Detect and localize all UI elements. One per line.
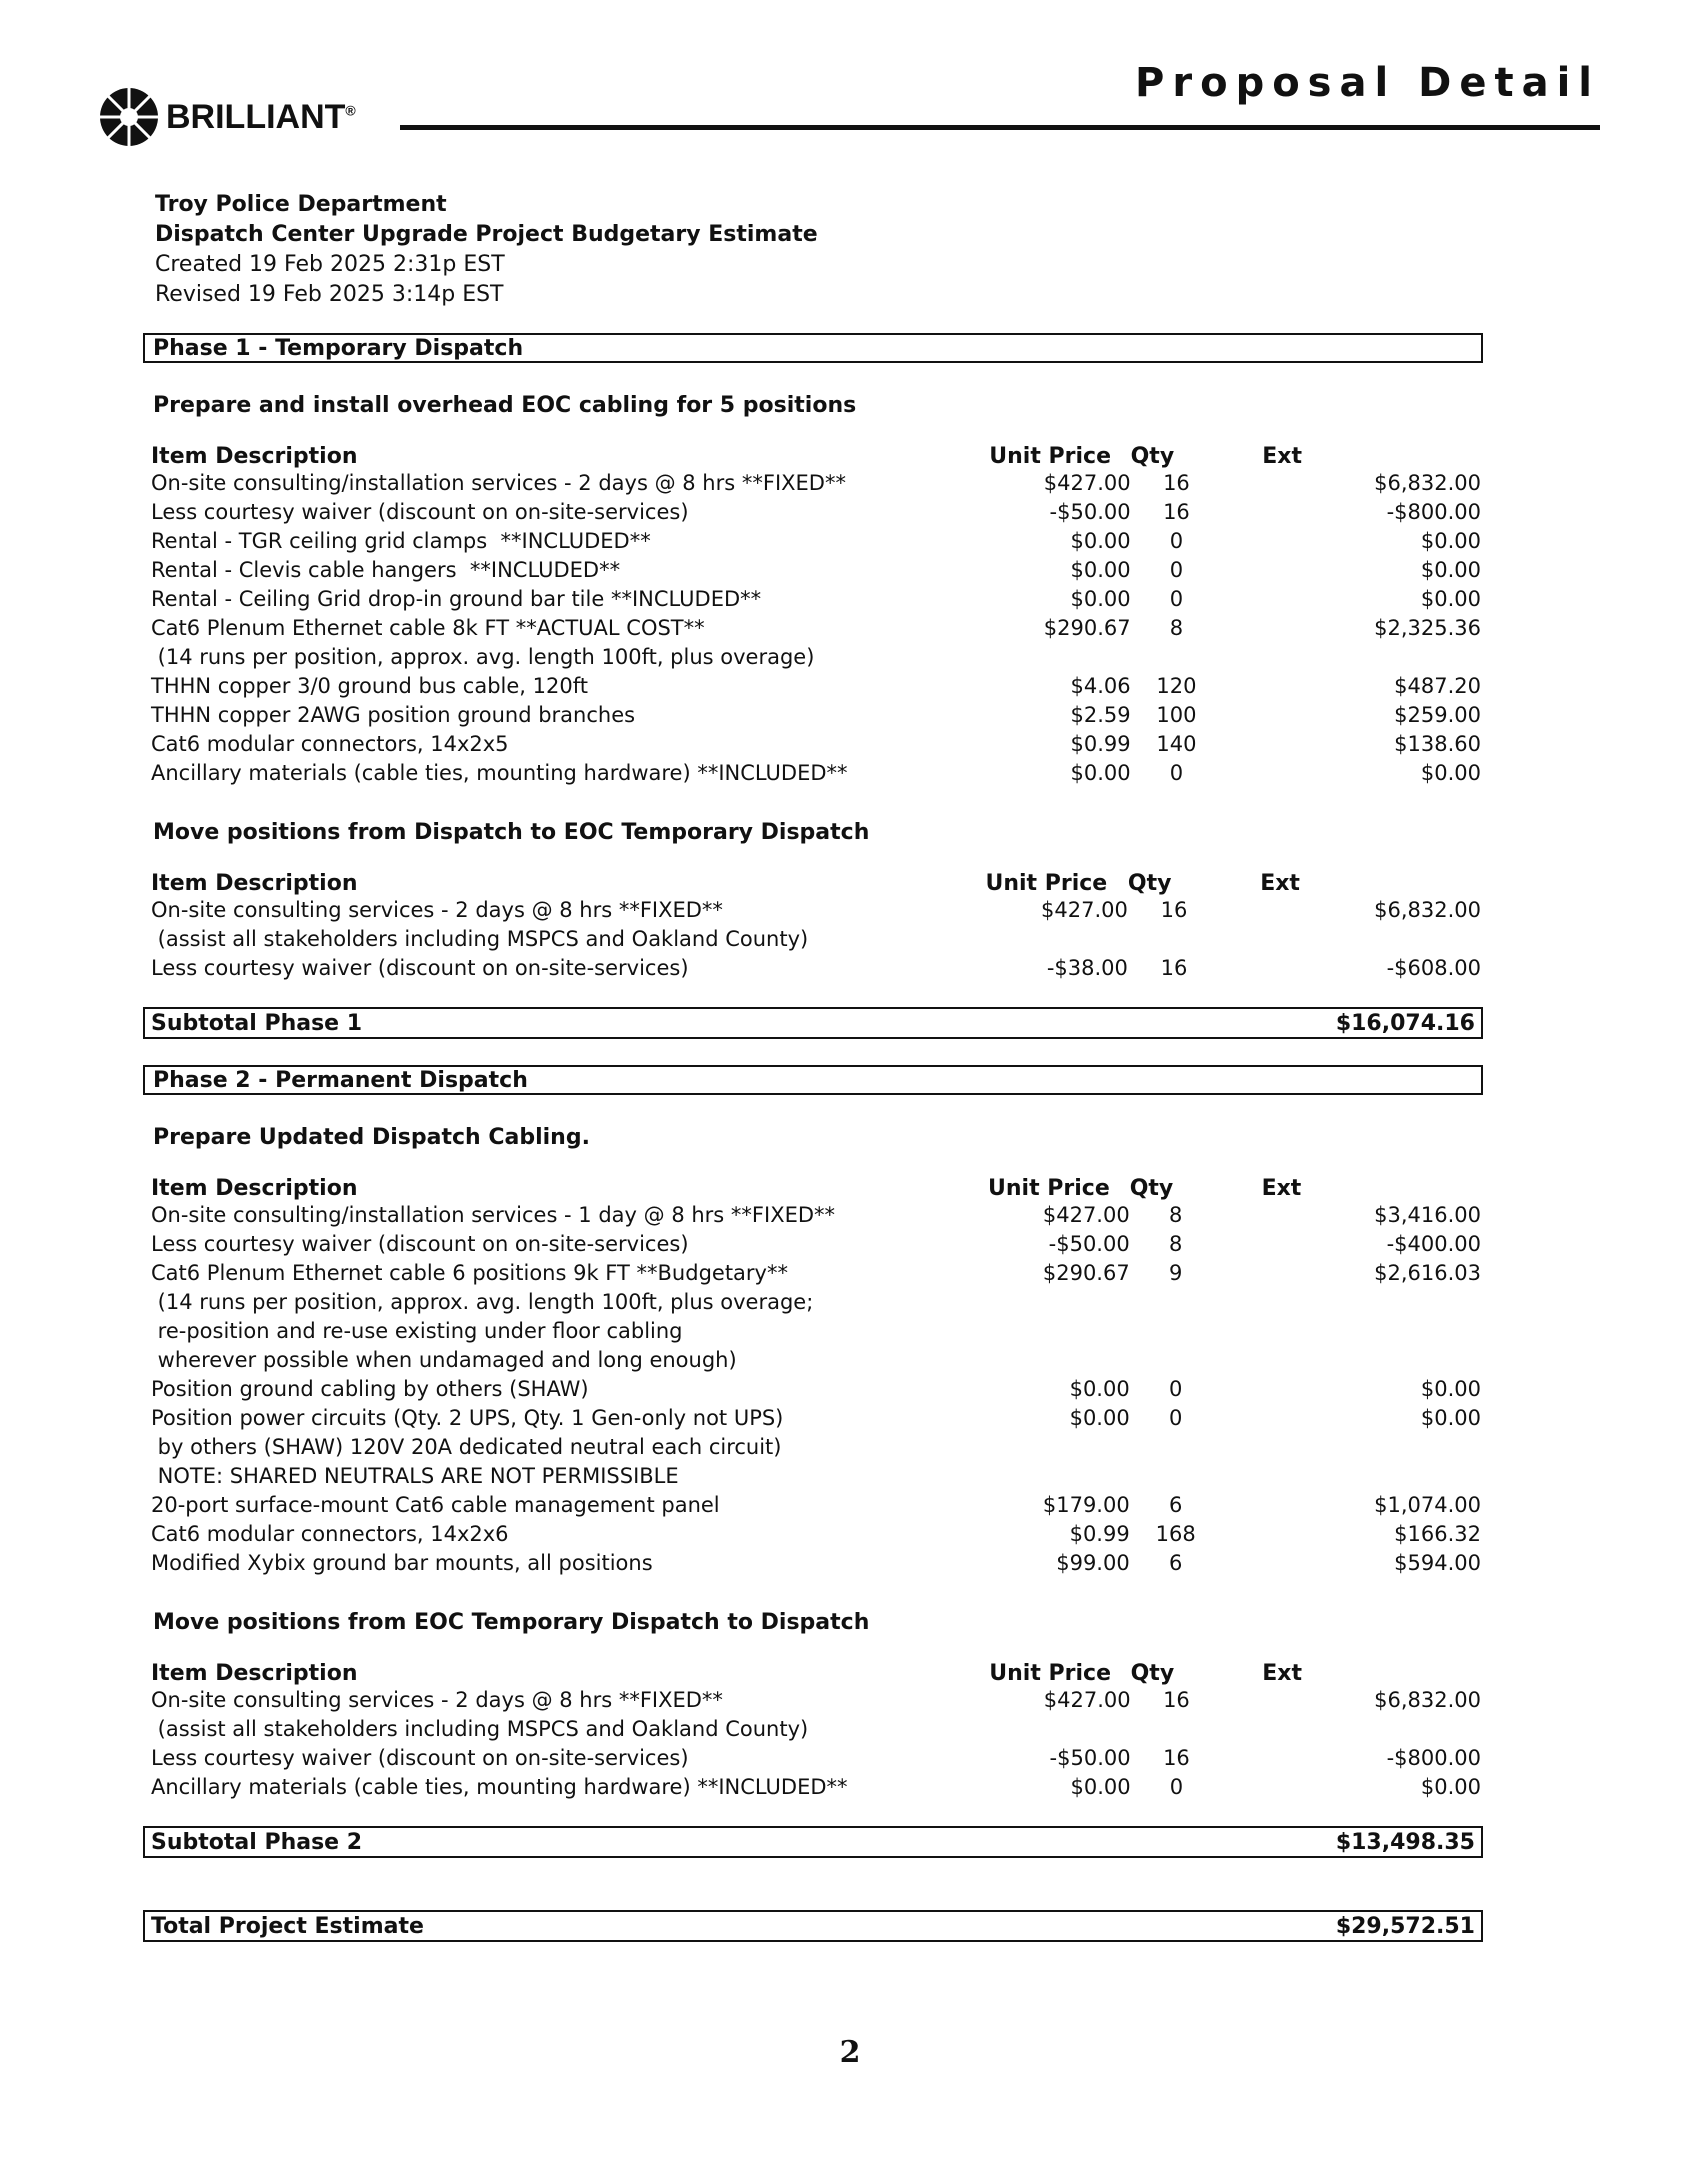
item-qty: 120 (1156, 674, 1197, 698)
item-ext (1220, 927, 1481, 956)
item-description: by others (SHAW) 120V 20A dedicated neutral each circuit) (151, 1435, 782, 1459)
item-qty: 0 (1169, 761, 1184, 785)
table-row (151, 674, 1481, 703)
table-row (151, 529, 1481, 558)
phase-1-header: Phase 1 - Temporary Dispatch (143, 333, 1483, 363)
brand-name: BRILLIANT® (166, 97, 356, 136)
phase-2-section-2-title: Move positions from EOC Temporary Dispatch to Dispatch (153, 1610, 870, 1635)
table-row (151, 1551, 1481, 1580)
item-ext: $0.00 (1420, 587, 1481, 611)
item-qty: 6 (1168, 1493, 1183, 1517)
item-ext: -$800.00 (1386, 500, 1481, 524)
item-ext: $6,832.00 (1374, 1688, 1481, 1712)
item-qty: 8 (1168, 1232, 1183, 1256)
item-ext: -$608.00 (1386, 956, 1481, 980)
client-name: Troy Police Department (155, 192, 447, 217)
item-ext: $138.60 (1394, 732, 1481, 756)
col-unit-header: Unit Price (988, 1175, 1110, 1201)
item-description: THHN copper 3/0 ground bus cable, 120ft (151, 674, 588, 698)
proposal-body (143, 333, 1483, 1942)
table-row (151, 1464, 1481, 1493)
col-qty-header: Qty (1129, 1175, 1174, 1201)
item-unit-price (960, 1464, 1130, 1493)
phase-1-subtotal (143, 1007, 1483, 1039)
item-ext: $0.00 (1420, 1377, 1481, 1401)
item-unit-price: $290.67 (1042, 1261, 1130, 1285)
table-row (151, 616, 1481, 645)
item-ext (1222, 1290, 1481, 1319)
item-unit-price: -$38.00 (1046, 956, 1128, 980)
item-unit-price (960, 1348, 1130, 1377)
item-ext: $259.00 (1394, 703, 1481, 727)
col-desc-header: Item Description (151, 870, 358, 896)
item-qty: 0 (1168, 1377, 1183, 1401)
item-ext: -$400.00 (1386, 1232, 1481, 1256)
table-row (151, 1493, 1481, 1522)
item-qty: 100 (1156, 703, 1197, 727)
item-unit-price (960, 1290, 1130, 1319)
item-qty: 8 (1168, 1203, 1183, 1227)
revised-date: Revised 19 Feb 2025 3:14p EST (155, 282, 504, 307)
item-description: Position ground cabling by others (SHAW) (151, 1377, 589, 1401)
col-qty-header: Qty (1130, 1660, 1175, 1686)
item-unit-price (961, 1717, 1130, 1746)
created-date: Created 19 Feb 2025 2:31p EST (155, 252, 505, 277)
table-row (151, 1348, 1481, 1377)
table-row (151, 1232, 1481, 1261)
table-row (151, 1746, 1481, 1775)
item-qty (1130, 1348, 1222, 1377)
phase-1-section-2-title: Move positions from Dispatch to EOC Temporary Dispatch (153, 820, 870, 845)
item-ext: $166.32 (1394, 1522, 1481, 1546)
item-ext: $0.00 (1420, 1775, 1481, 1799)
table-row (151, 898, 1481, 927)
table-row (151, 645, 1481, 674)
table-row (151, 1522, 1481, 1551)
item-unit-price: $0.00 (1069, 1406, 1130, 1430)
item-description: re-position and re-use existing under floor cabling (151, 1319, 683, 1343)
table-row (151, 732, 1481, 761)
item-qty (1130, 1319, 1222, 1348)
subtotal-value: $16,074.16 (1335, 1011, 1475, 1036)
col-qty-header: Qty (1130, 443, 1175, 469)
item-qty: 16 (1163, 471, 1190, 495)
item-qty: 9 (1168, 1261, 1183, 1285)
item-unit-price: $427.00 (1043, 1688, 1131, 1712)
item-unit-price: $4.06 (1070, 674, 1131, 698)
table-row (151, 1290, 1481, 1319)
item-qty: 6 (1168, 1551, 1183, 1575)
item-qty: 140 (1156, 732, 1197, 756)
item-description: (assist all stakeholders including MSPCS and Oakland County) (151, 1717, 809, 1741)
item-description: Rental - Clevis cable hangers **INCLUDED** (151, 558, 621, 582)
item-description: On-site consulting/installation services - 1 day @ 8 hrs **FIXED** (151, 1203, 836, 1227)
total-label: Total Project Estimate (151, 1914, 424, 1939)
item-description: (assist all stakeholders including MSPCS and Oakland County) (151, 927, 809, 951)
col-ext-header: Ext (1261, 1175, 1302, 1201)
item-unit-price: $0.00 (1070, 761, 1131, 785)
item-description: (14 runs per position, approx. avg. length 100ft, plus overage; (151, 1290, 814, 1314)
item-qty: 16 (1160, 898, 1188, 922)
item-description: THHN copper 2AWG position ground branches (151, 703, 636, 727)
item-qty (1130, 1435, 1222, 1464)
item-qty (1130, 1290, 1222, 1319)
item-unit-price (960, 1319, 1130, 1348)
item-unit-price: $0.00 (1070, 587, 1131, 611)
item-description: On-site consulting services - 2 days @ 8 hrs **FIXED** (151, 898, 723, 922)
item-ext: $0.00 (1420, 558, 1481, 582)
item-unit-price (957, 927, 1127, 956)
item-unit-price: $0.00 (1070, 529, 1131, 553)
item-description: Less courtesy waiver (discount on on-site-services) (151, 1746, 689, 1770)
item-unit-price: -$50.00 (1049, 1746, 1131, 1770)
item-unit-price: $2.59 (1070, 703, 1131, 727)
item-qty: 0 (1169, 558, 1184, 582)
item-qty: 16 (1163, 1688, 1190, 1712)
col-ext-header: Ext (1260, 870, 1300, 896)
item-description: Ancillary materials (cable ties, mounting hardware) **INCLUDED** (151, 1775, 848, 1799)
page-title: Proposal Detail (1135, 60, 1600, 106)
item-description: Less courtesy waiver (discount on on-site-services) (151, 956, 689, 980)
col-unit-header: Unit Price (989, 443, 1112, 469)
total-value: $29,572.51 (1335, 1914, 1475, 1939)
item-unit-price: $179.00 (1042, 1493, 1130, 1517)
table-row (151, 927, 1481, 956)
item-qty (1131, 645, 1223, 674)
item-description: On-site consulting services - 2 days @ 8 hrs **FIXED** (151, 1688, 723, 1712)
item-description: Rental - TGR ceiling grid clamps **INCLUDED** (151, 529, 651, 553)
item-unit-price: $427.00 (1043, 471, 1131, 495)
item-unit-price (960, 1435, 1130, 1464)
item-ext: $0.00 (1420, 761, 1481, 785)
item-qty: 16 (1163, 500, 1190, 524)
col-ext-header: Ext (1262, 443, 1303, 469)
project-name: Dispatch Center Upgrade Project Budgetary Estimate (155, 222, 818, 247)
subtotal-label: Subtotal Phase 1 (151, 1011, 363, 1036)
table-row (151, 703, 1481, 732)
item-unit-price: $427.00 (1041, 898, 1128, 922)
item-ext (1222, 1319, 1481, 1348)
col-desc-header: Item Description (151, 1175, 358, 1201)
item-ext: $0.00 (1420, 1406, 1481, 1430)
item-description: wherever possible when undamaged and long enough) (151, 1348, 737, 1372)
item-unit-price: $99.00 (1056, 1551, 1130, 1575)
phase-2-section-1-title: Prepare Updated Dispatch Cabling. (153, 1125, 590, 1150)
item-unit-price: $0.00 (1070, 558, 1131, 582)
item-unit-price: $0.00 (1069, 1377, 1130, 1401)
table-row (151, 956, 1481, 985)
table-row (151, 587, 1481, 616)
item-ext: $0.00 (1420, 529, 1481, 553)
item-description: Ancillary materials (cable ties, mounting hardware) **INCLUDED** (151, 761, 848, 785)
item-unit-price: $0.99 (1070, 732, 1131, 756)
item-ext: -$800.00 (1386, 1746, 1481, 1770)
item-description: On-site consulting/installation services - 2 days @ 8 hrs **FIXED** (151, 471, 846, 495)
phase-2-subtotal (143, 1826, 1483, 1858)
item-qty: 0 (1168, 1406, 1183, 1430)
table-row (151, 1717, 1481, 1746)
phase-1-section-1-table (151, 441, 1481, 790)
item-qty: 0 (1169, 1775, 1184, 1799)
item-qty (1128, 927, 1220, 956)
item-qty (1131, 1717, 1223, 1746)
phase-1-section-1-title: Prepare and install overhead EOC cabling for 5 positions (153, 393, 857, 418)
col-desc-header: Item Description (151, 443, 358, 469)
item-description: 20-port surface-mount Cat6 cable management panel (151, 1493, 720, 1517)
item-unit-price (961, 645, 1130, 674)
table-row (151, 1261, 1481, 1290)
table-row (151, 1203, 1481, 1232)
item-unit-price: -$50.00 (1049, 500, 1131, 524)
item-ext (1222, 1464, 1481, 1493)
proposal-meta (155, 190, 818, 310)
item-qty: 0 (1169, 529, 1184, 553)
item-unit-price: $0.00 (1070, 1775, 1131, 1799)
item-unit-price: $0.99 (1069, 1522, 1130, 1546)
item-description: Cat6 modular connectors, 14x2x5 (151, 732, 509, 756)
subtotal-label: Subtotal Phase 2 (151, 1830, 363, 1855)
item-description: (14 runs per position, approx. avg. length 100ft, plus overage) (151, 645, 815, 669)
item-description: Position power circuits (Qty. 2 UPS, Qty. 1 Gen-only not UPS) (151, 1406, 784, 1430)
item-unit-price: $290.67 (1043, 616, 1131, 640)
item-description: Cat6 modular connectors, 14x2x6 (151, 1522, 509, 1546)
page-number: 2 (839, 2035, 861, 2070)
item-qty (1130, 1464, 1222, 1493)
item-qty: 16 (1163, 1746, 1190, 1770)
item-ext: $6,832.00 (1374, 471, 1481, 495)
item-unit-price: -$50.00 (1048, 1232, 1130, 1256)
col-unit-header: Unit Price (985, 870, 1108, 896)
item-qty: 16 (1160, 956, 1188, 980)
item-description: Cat6 Plenum Ethernet cable 6 positions 9k FT **Budgetary** (151, 1261, 788, 1285)
col-qty-header: Qty (1127, 870, 1172, 896)
phase-2-section-2-table (151, 1658, 1481, 1804)
phase-2-section-1-table (151, 1173, 1481, 1580)
item-description: Cat6 Plenum Ethernet cable 8k FT **ACTUAL COST** (151, 616, 705, 640)
table-row (151, 1319, 1481, 1348)
table-row (151, 471, 1481, 500)
table-row (151, 500, 1481, 529)
item-unit-price: $427.00 (1042, 1203, 1130, 1227)
item-ext (1222, 645, 1481, 674)
item-description: Less courtesy waiver (discount on on-site-services) (151, 500, 689, 524)
table-row (151, 1435, 1481, 1464)
item-qty: 168 (1155, 1522, 1196, 1546)
item-qty: 0 (1169, 587, 1184, 611)
item-ext: $6,832.00 (1374, 898, 1481, 922)
phase-2-header: Phase 2 - Permanent Dispatch (143, 1065, 1483, 1095)
table-row (151, 761, 1481, 790)
col-unit-header: Unit Price (989, 1660, 1112, 1686)
col-desc-header: Item Description (151, 1660, 358, 1686)
col-ext-header: Ext (1262, 1660, 1303, 1686)
item-ext: $2,616.03 (1374, 1261, 1481, 1285)
item-ext (1222, 1435, 1481, 1464)
sunburst-logo-icon (98, 86, 160, 148)
item-ext (1222, 1717, 1481, 1746)
item-ext: $487.20 (1394, 674, 1481, 698)
table-row (151, 558, 1481, 587)
table-row (151, 1406, 1481, 1435)
header-divider (400, 125, 1600, 130)
table-row (151, 1377, 1481, 1406)
table-row (151, 1688, 1481, 1717)
subtotal-value: $13,498.35 (1335, 1830, 1475, 1855)
item-ext: $3,416.00 (1374, 1203, 1481, 1227)
item-description: Modified Xybix ground bar mounts, all positions (151, 1551, 653, 1575)
item-ext (1222, 1348, 1481, 1377)
item-ext: $594.00 (1394, 1551, 1481, 1575)
item-description: Rental - Ceiling Grid drop-in ground bar tile **INCLUDED** (151, 587, 762, 611)
item-ext: $2,325.36 (1374, 616, 1481, 640)
item-description: NOTE: SHARED NEUTRALS ARE NOT PERMISSIBLE (151, 1464, 679, 1488)
brand-logo (98, 86, 356, 148)
phase-1-section-2-table (151, 868, 1481, 985)
item-qty: 8 (1169, 616, 1184, 640)
item-description: Less courtesy waiver (discount on on-site-services) (151, 1232, 689, 1256)
total-estimate (143, 1910, 1483, 1942)
table-row (151, 1775, 1481, 1804)
item-ext: $1,074.00 (1374, 1493, 1481, 1517)
